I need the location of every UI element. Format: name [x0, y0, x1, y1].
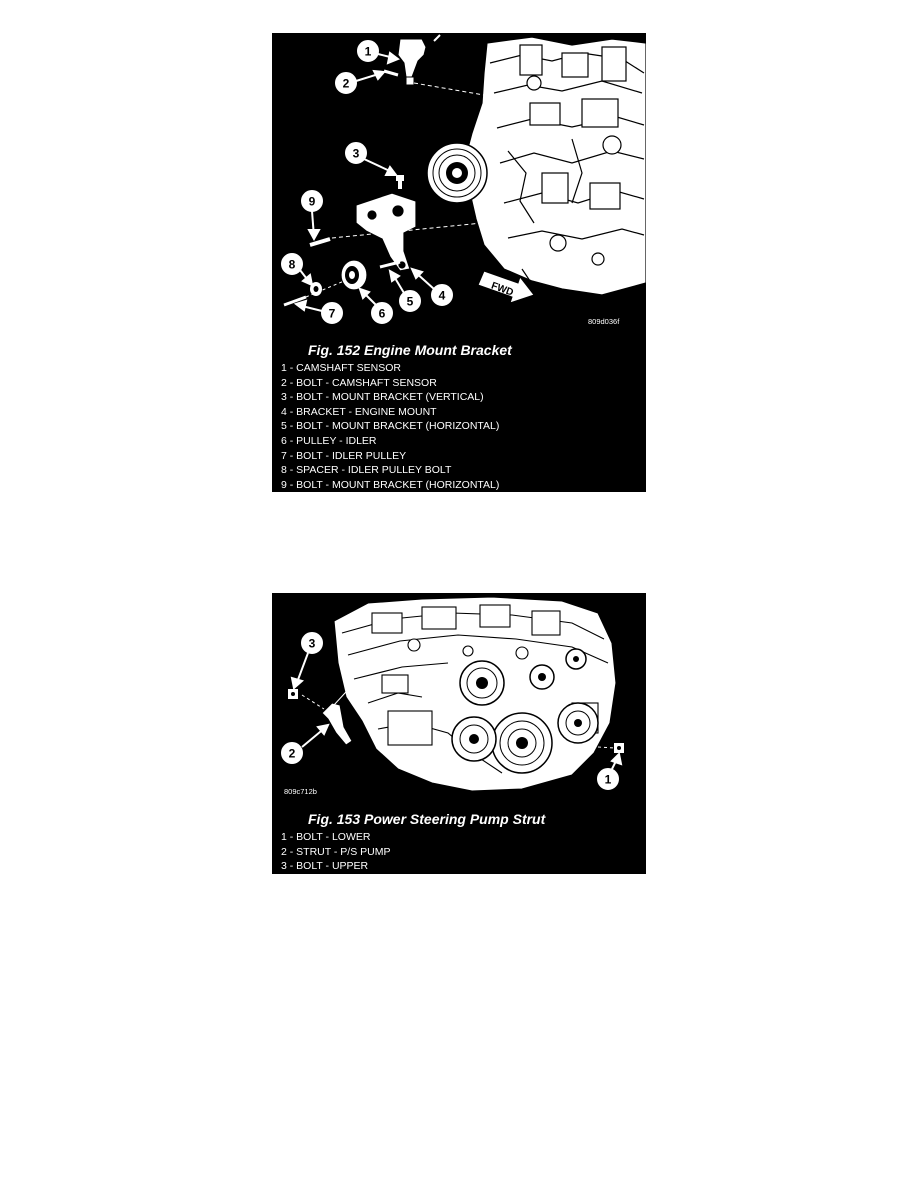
- horizontal-bolt-9: [310, 239, 330, 245]
- legend-list: [281, 830, 391, 874]
- callout-2-label: 2: [288, 746, 296, 761]
- legend-item: 1 - CAMSHAFT SENSOR: [281, 362, 401, 374]
- callout-2-label: 2: [342, 76, 350, 91]
- legend-item: 8 - SPACER - IDLER PULLEY BOLT: [281, 464, 452, 477]
- ac-compressor-pulley: [558, 703, 598, 743]
- callout-1-label: 1: [364, 44, 372, 59]
- callout-6-label: 6: [378, 306, 386, 321]
- figure-engine-mount-bracket: [272, 33, 646, 492]
- figure-code: 809c712b: [284, 787, 317, 796]
- lower-bolt: [614, 743, 624, 753]
- vertical-mount-bolt: [396, 175, 404, 189]
- legend-item: 6 - PULLEY - IDLER: [281, 434, 377, 447]
- legend-list: [281, 361, 499, 492]
- callout-8-label: 8: [288, 257, 296, 272]
- alternator-pulley: [566, 649, 586, 669]
- callout-3: [346, 143, 396, 175]
- crankshaft-pulley: [427, 143, 487, 203]
- callout-5-label: 5: [406, 294, 414, 309]
- idler-pulley: [341, 260, 367, 290]
- figure-caption: Fig. 152 Engine Mount Bracket: [308, 342, 512, 358]
- camshaft-sensor: [398, 35, 440, 85]
- callout-3-label: 3: [308, 636, 316, 651]
- figure-code: 809d036f: [588, 317, 620, 326]
- power-steering-illustration: [272, 593, 646, 803]
- callout-1-label: 1: [604, 772, 612, 787]
- callout-7-label: 7: [328, 306, 336, 321]
- legend-item: 4 - BRACKET - ENGINE MOUNT: [281, 405, 437, 418]
- camshaft-sensor-bolt: [384, 71, 398, 75]
- callout-9: [302, 191, 322, 239]
- engine-block: [464, 37, 646, 295]
- callout-2: [336, 71, 384, 93]
- callout-7: [296, 301, 342, 323]
- legend-item: 5 - BOLT - MOUNT BRACKET (HORIZONTAL): [281, 420, 500, 433]
- callout-4-label: 4: [438, 288, 446, 303]
- legend-item: 7 - BOLT - IDLER PULLEY: [281, 449, 407, 462]
- alignment-line-1: [414, 83, 484, 95]
- forward-arrow-label: FWD: [489, 280, 515, 299]
- callout-1: [358, 41, 398, 63]
- engine-mount-bracket: [356, 193, 416, 271]
- ps-pump-pulley: [460, 661, 504, 705]
- water-pump-pulley: [452, 717, 496, 761]
- legend-item: 2 - BOLT - CAMSHAFT SENSOR: [281, 376, 437, 389]
- idler-pulley-upper: [530, 665, 554, 689]
- callout-2: [282, 725, 328, 763]
- legend-item: 3 - BOLT - MOUNT BRACKET (VERTICAL): [281, 391, 484, 404]
- legend-item: 3 - BOLT - UPPER: [281, 860, 369, 873]
- callouts-fig152: [282, 41, 452, 323]
- legend-item: 9 - BOLT - MOUNT BRACKET (HORIZONTAL): [281, 478, 500, 491]
- figure-caption: Fig. 153 Power Steering Pump Strut: [308, 811, 546, 827]
- callout-8: [282, 254, 312, 285]
- figure-power-steering-pump-strut: [272, 593, 646, 874]
- callout-3-label: 3: [352, 146, 360, 161]
- callout-6: [360, 289, 392, 323]
- legend-item: 2 - STRUT - P/S PUMP: [281, 845, 391, 858]
- callout-3: [292, 633, 322, 688]
- legend-item: 1 - BOLT - LOWER: [281, 831, 371, 843]
- engine-mount-illustration: [272, 33, 646, 363]
- crank-pulley: [492, 713, 552, 773]
- upper-bolt: [288, 689, 298, 699]
- callout-9-label: 9: [308, 194, 316, 209]
- ps-pump-strut: [322, 703, 352, 745]
- callout-1: [598, 754, 621, 789]
